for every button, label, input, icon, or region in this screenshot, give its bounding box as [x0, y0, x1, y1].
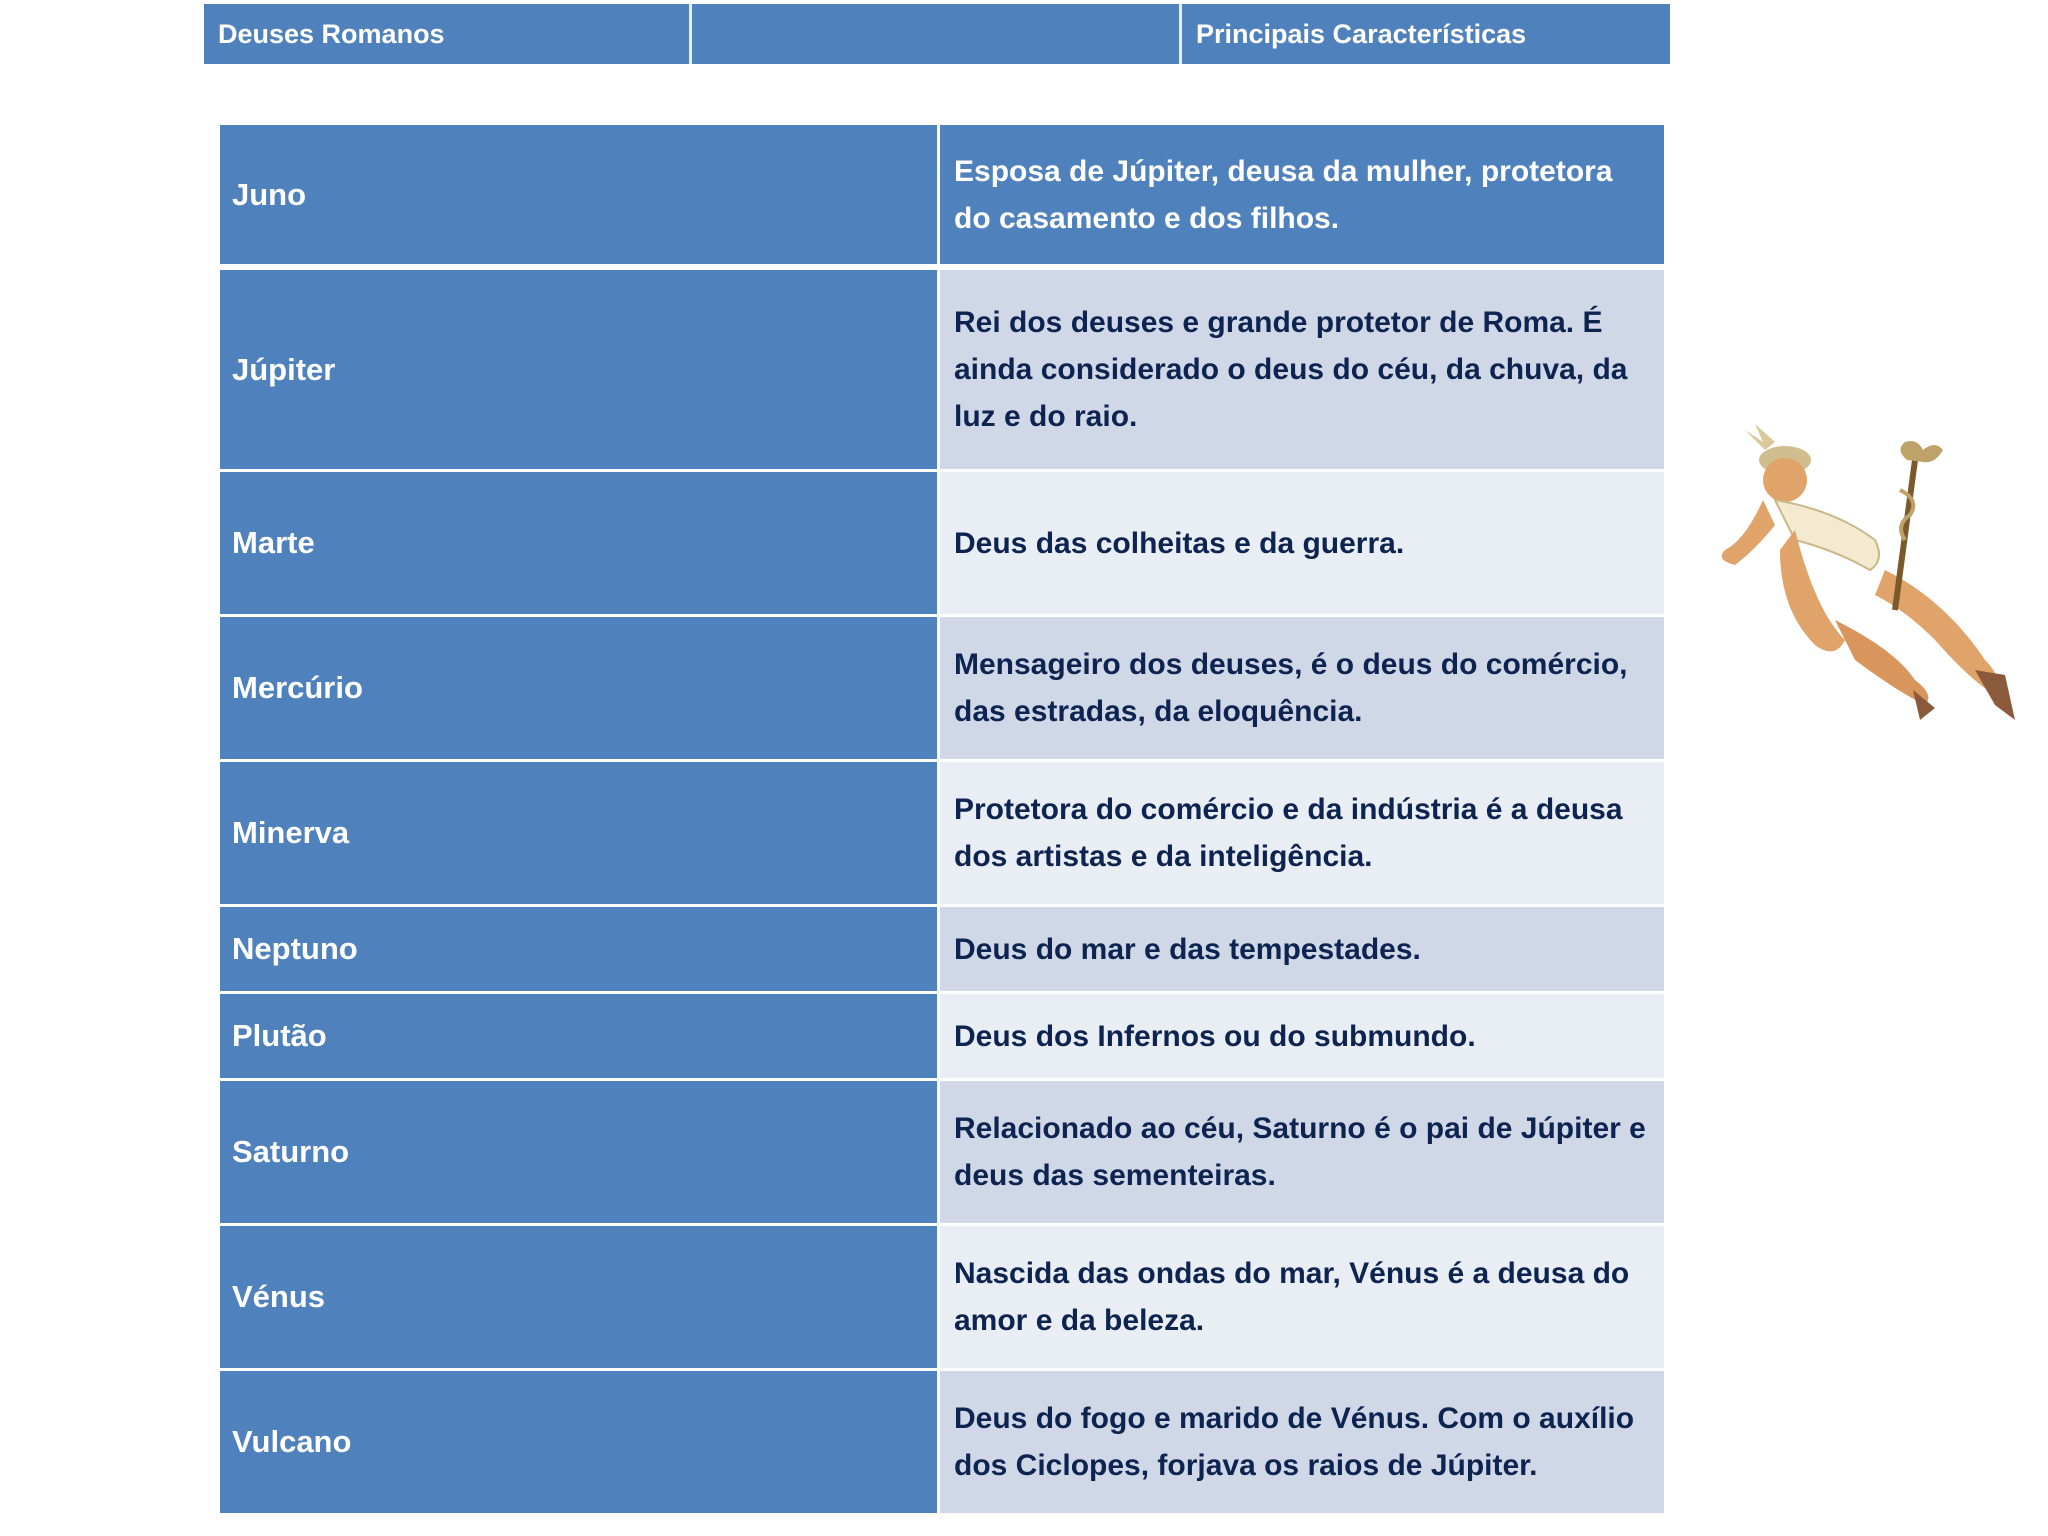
- god-description: Deus dos Infernos ou do submundo.: [940, 994, 1664, 1078]
- mercury-figure-icon: [1685, 420, 2045, 840]
- god-name: Saturno: [220, 1081, 940, 1223]
- header-empty: [692, 4, 1182, 64]
- god-description: Deus do mar e das tempestades.: [940, 907, 1664, 991]
- god-name: Plutão: [220, 994, 940, 1078]
- table-row: [220, 759, 1664, 904]
- god-name: Vénus: [220, 1226, 940, 1368]
- god-name: Mercúrio: [220, 617, 940, 759]
- god-name: Juno: [220, 125, 940, 264]
- god-name: Vulcano: [220, 1371, 940, 1513]
- god-description: Relacionado ao céu, Saturno é o pai de Júpiter e deus das sementeiras.: [940, 1081, 1664, 1223]
- god-description: Protetora do comércio e da indústria é a deusa dos artistas e da inteligência.: [940, 762, 1664, 904]
- table-row: [220, 125, 1664, 267]
- table-row: [220, 267, 1664, 469]
- header-principais-caracteristicas: Principais Características: [1182, 4, 1670, 64]
- god-name: Minerva: [220, 762, 940, 904]
- god-name: Neptuno: [220, 907, 940, 991]
- gods-table: [220, 125, 1664, 1513]
- table-row: [220, 991, 1664, 1078]
- table-row: [220, 1368, 1664, 1513]
- god-name: Júpiter: [220, 270, 940, 469]
- table-row: [220, 469, 1664, 614]
- god-description: Esposa de Júpiter, deusa da mulher, protetora do casamento e dos filhos.: [940, 125, 1664, 264]
- mercury-figure-image: [1685, 420, 2045, 840]
- table-row: [220, 614, 1664, 759]
- table-row: [220, 1078, 1664, 1223]
- god-description: Nascida das ondas do mar, Vénus é a deusa do amor e da beleza.: [940, 1226, 1664, 1368]
- header-row: [204, 4, 1670, 64]
- god-description: Deus das colheitas e da guerra.: [940, 472, 1664, 614]
- god-description: Mensageiro dos deuses, é o deus do comércio, das estradas, da eloquência.: [940, 617, 1664, 759]
- header-deuses-romanos: Deuses Romanos: [204, 4, 692, 64]
- god-description: Rei dos deuses e grande protetor de Roma. É ainda considerado o deus do céu, da chuva, da luz e do raio.: [940, 270, 1664, 469]
- god-name: Marte: [220, 472, 940, 614]
- table-row: [220, 1223, 1664, 1368]
- table-row: [220, 904, 1664, 991]
- god-description: Deus do fogo e marido de Vénus. Com o auxílio dos Ciclopes, forjava os raios de Júpiter.: [940, 1371, 1664, 1513]
